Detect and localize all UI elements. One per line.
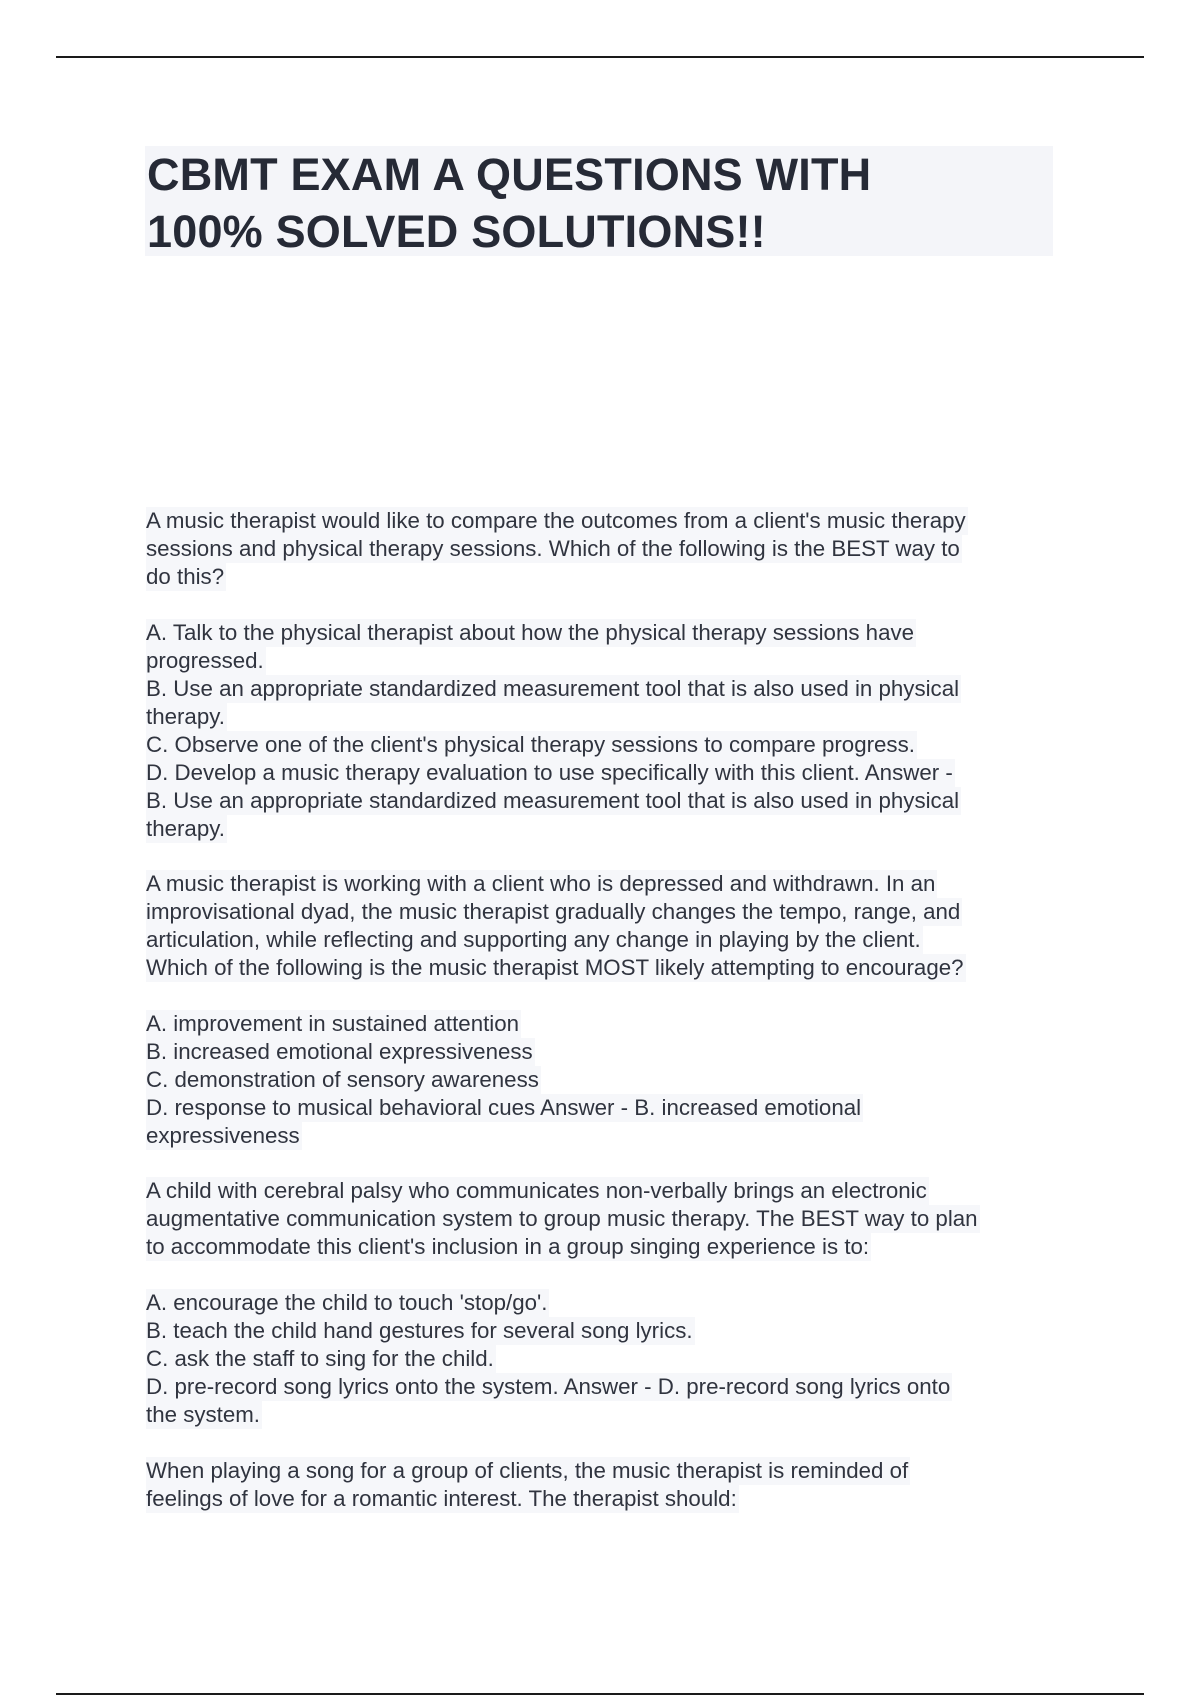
- document-body: [146, 507, 1066, 1513]
- option-line: D. response to musical behavioral cues Answer - B. increased emotional: [146, 1094, 862, 1120]
- question-text-line: When playing a song for a group of clients, the music therapist is reminded of: [146, 1457, 909, 1483]
- question-3: [146, 1177, 1066, 1429]
- question-text-line: articulation, while reflecting and supporting any change in playing by the client.: [146, 927, 921, 953]
- question-text-line: A child with cerebral palsy who communicates non-verbally brings an electronic: [146, 1178, 927, 1204]
- option-line: therapy.: [146, 703, 225, 729]
- question-1: [146, 507, 1066, 843]
- answer-line: expressiveness: [146, 1122, 300, 1148]
- option-line: C. demonstration of sensory awareness: [146, 1066, 539, 1092]
- question-1-options: [146, 619, 1066, 843]
- question-text-line: Which of the following is the music therapist MOST likely attempting to encourage?: [146, 955, 964, 981]
- option-line: progressed.: [146, 647, 264, 673]
- option-line: D. pre-record song lyrics onto the system. Answer - D. pre-record song lyrics onto: [146, 1373, 951, 1399]
- question-text-line: A music therapist would like to compare the outcomes from a client's music therapy: [146, 508, 966, 533]
- answer-line: the system.: [146, 1401, 260, 1427]
- question-text-line: sessions and physical therapy sessions. Which of the following is the BEST way to: [146, 536, 960, 561]
- answer-line: B. Use an appropriate standardized measurement tool that is also used in physical: [146, 787, 960, 813]
- question-3-options: [146, 1289, 1066, 1429]
- question-text-line: A music therapist is working with a client who is depressed and withdrawn. In an: [146, 871, 936, 897]
- question-4-prompt: [146, 1457, 1066, 1513]
- option-line: B. teach the child hand gestures for several song lyrics.: [146, 1317, 693, 1343]
- option-line: A. Talk to the physical therapist about how the physical therapy sessions have: [146, 619, 915, 645]
- top-rule: [56, 56, 1144, 58]
- question-2: [146, 870, 1066, 1150]
- answer-line: therapy.: [146, 815, 225, 841]
- title-line-1: CBMT EXAM A QUESTIONS WITH: [147, 149, 872, 200]
- option-line: C. ask the staff to sing for the child.: [146, 1345, 494, 1371]
- option-line: B. increased emotional expressiveness: [146, 1038, 533, 1064]
- question-3-prompt: [146, 1177, 1066, 1261]
- option-line: B. Use an appropriate standardized measurement tool that is also used in physical: [146, 675, 960, 701]
- question-text-line: augmentative communication system to group music therapy. The BEST way to plan: [146, 1206, 978, 1232]
- title-line-2: 100% SOLVED SOLUTIONS!!: [147, 206, 766, 257]
- question-text-line: do this?: [146, 564, 225, 589]
- question-2-prompt: [146, 870, 1066, 982]
- bottom-rule: [56, 1693, 1144, 1695]
- option-line: C. Observe one of the client's physical therapy sessions to compare progress.: [146, 731, 915, 757]
- question-text-line: to accommodate this client's inclusion in a group singing experience is to:: [146, 1234, 870, 1260]
- question-2-options: [146, 1010, 1066, 1150]
- option-line: A. encourage the child to touch 'stop/go'.: [146, 1289, 548, 1315]
- document-title: [145, 146, 1053, 256]
- option-line: A. improvement in sustained attention: [146, 1010, 520, 1036]
- option-line: D. Develop a music therapy evaluation to use specifically with this client. Answer -: [146, 759, 953, 785]
- question-text-line: improvisational dyad, the music therapist gradually changes the tempo, range, and: [146, 899, 961, 925]
- question-text-line: feelings of love for a romantic interest. The therapist should:: [146, 1485, 737, 1511]
- question-4: [146, 1457, 1066, 1513]
- question-1-prompt: [146, 507, 1066, 591]
